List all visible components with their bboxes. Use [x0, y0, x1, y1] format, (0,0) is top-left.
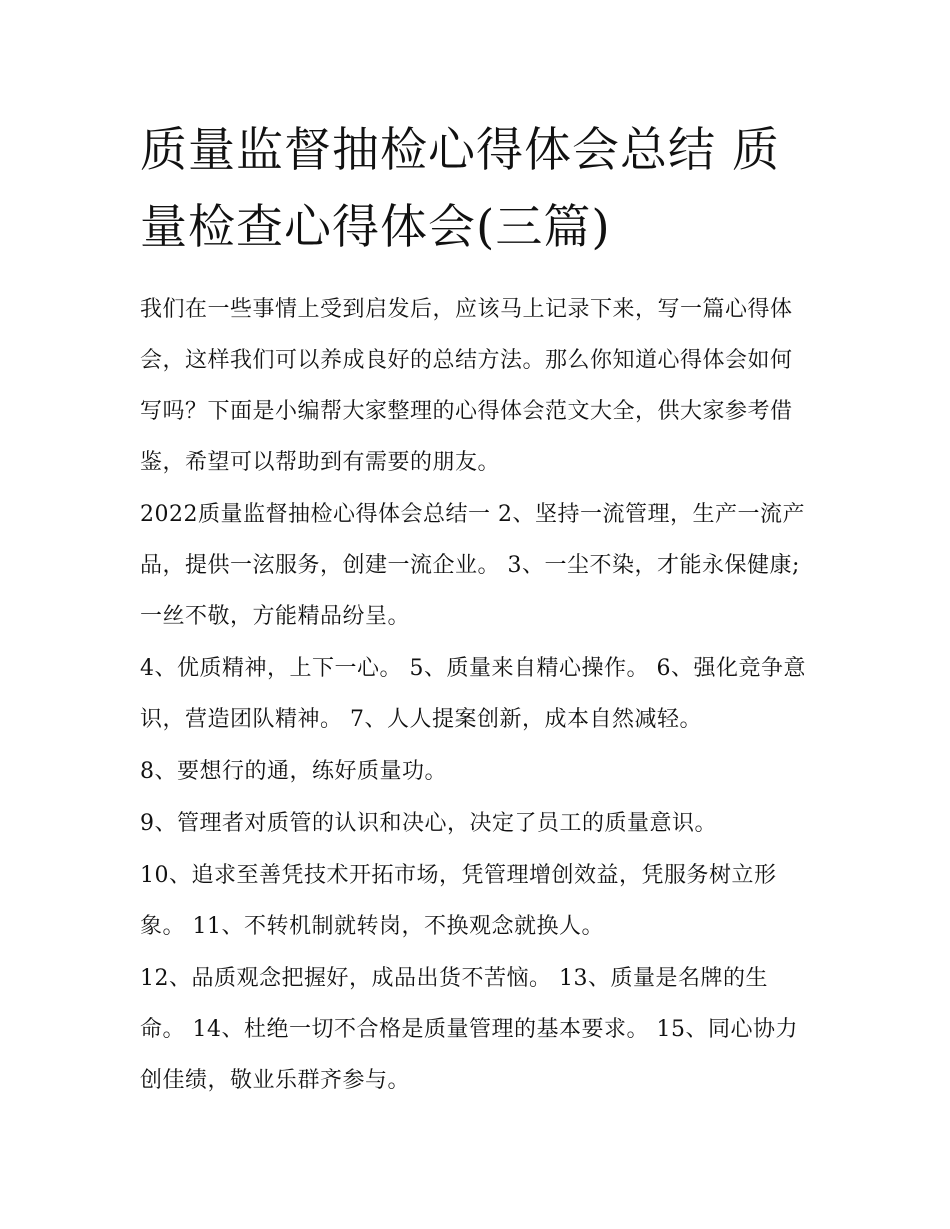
paragraph-list-4: 9、管理者对质管的认识和决心，决定了员工的质量意识。 — [140, 811, 717, 836]
paragraph-list-5: 10、追求至善凭技术开拓市场，凭管理增创效益，凭服务树立形象。 11、不转机制就转岗，不换观念就换人。 — [140, 863, 777, 939]
document-page — [140, 112, 812, 1107]
paragraph-intro: 我们在一些事情上受到启发后，应该马上记录下来，写一篇心得体会，这样我们可以养成良好的总结方法。那么你知道心得体会如何写吗？下面是小编帮大家整理的心得体会范文大全，供大家参考借鉴，希望可以帮助到有需要的朋友。 — [140, 297, 793, 475]
paragraph-list-3: 8、要想行的通，练好质量功。 — [140, 759, 447, 784]
document-title: 质量监督抽检心得体会总结 质量检查心得体会(三篇) — [140, 123, 780, 255]
paragraph-list-1: 2022质量监督抽检心得体会总结一 2、坚持一流管理，生产一流产品，提供一泫服务，创建一流企业。 3、一尘不染，才能永保健康;一丝不敬，方能精品纷呈。 — [140, 502, 805, 629]
paragraph-list-2: 4、优质精神，上下一心。 5、质量来自精心操作。 6、强化竞争意识，营造团队精神。 7、人人提案创新，成本自然减轻。 — [140, 656, 806, 732]
paragraph-list-6: 12、品质观念把握好，成品出货不苦恼。 13、质量是名牌的生命。 14、杜绝一切不合格是质量管理的基本要求。 15、同心协力创佳绩，敬业乐群齐参与。 — [140, 966, 798, 1093]
